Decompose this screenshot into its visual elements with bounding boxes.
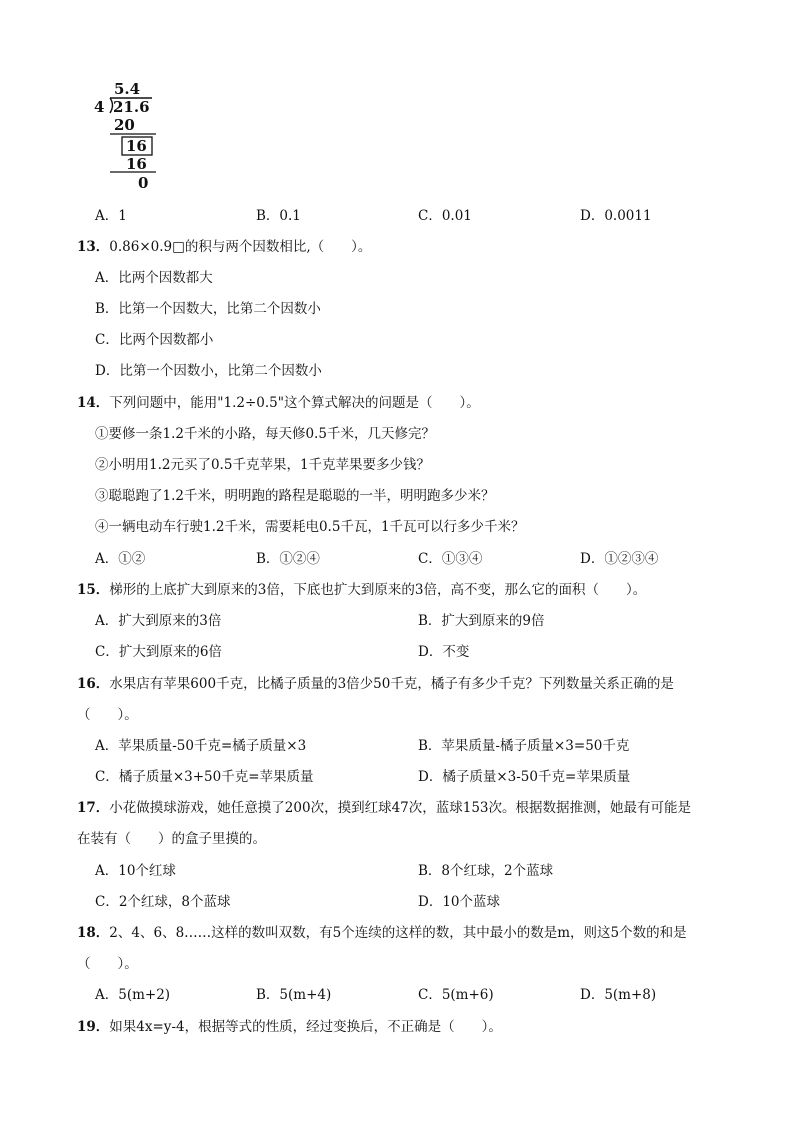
q15-option-c[interactable]: C．扩大到原来的6倍: [95, 644, 222, 660]
q12-option-c[interactable]: C．0.01: [418, 208, 472, 224]
q15-option-b[interactable]: B．扩大到原来的9倍: [418, 613, 545, 629]
q14-option-a[interactable]: A．①②: [95, 551, 146, 567]
q16-stem: [77, 675, 674, 693]
q13-stem: [77, 238, 371, 256]
q16-option-b[interactable]: B．苹果质量-橘子质量×3=50千克: [418, 738, 630, 754]
q17-stem: [77, 799, 691, 817]
q17-number: 17．: [77, 800, 110, 816]
q16-number: 16．: [77, 676, 110, 692]
q19-text: 如果4x=y-4，根据等式的性质，经过变换后，不正确是（ ）。: [109, 1019, 502, 1035]
q18-option-b[interactable]: B．5(m+4): [256, 987, 332, 1003]
q13-text: 0.86×0.9□的积与两个因数相比,（ ）。: [109, 239, 372, 255]
q17-stem-cont: 在装有（ ）的盒子里摸的。: [77, 831, 266, 847]
q17-option-d[interactable]: D．10个蓝球: [418, 894, 501, 910]
division-quotient: 5.4: [114, 80, 141, 98]
q13-option-b[interactable]: B．比第一个因数大，比第二个因数小: [95, 301, 321, 317]
division-step2: 16: [126, 155, 147, 173]
q16-text: 水果店有苹果600千克，比橘子质量的3倍少50千克，橘子有多少千克？下列数量关系正确的是: [109, 676, 674, 692]
q12-option-b[interactable]: B．0.1: [256, 208, 301, 224]
q15-number: 15．: [77, 582, 110, 598]
q18-option-d[interactable]: D．5(m+8): [580, 987, 657, 1003]
q13-option-a[interactable]: A．比两个因数都大: [95, 270, 213, 286]
q19-stem: [77, 1018, 502, 1036]
q14-option-d[interactable]: D．①②③④: [580, 551, 659, 567]
q18-option-a[interactable]: A．5(m+2): [95, 987, 171, 1003]
q13-number: 13．: [77, 239, 110, 255]
division-step1: 20: [114, 116, 135, 134]
q18-stem-cont: （ ）。: [77, 956, 138, 972]
q14-item-1: ①要修一条1.2千米的小路，每天修0.5千米，几天修完？: [95, 426, 435, 442]
q17-option-a[interactable]: A．10个红球: [95, 863, 176, 879]
q12-option-d[interactable]: D．0.0011: [580, 208, 652, 224]
q17-option-b[interactable]: B．8个红球，2个蓝球: [418, 863, 554, 879]
q14-item-4: ④一辆电动车行驶1.2千米，需要耗电0.5千瓦，1千瓦可以行多少千米？: [95, 519, 525, 535]
q14-option-b[interactable]: B．①②④: [256, 551, 320, 567]
q18-number: 18．: [77, 925, 110, 941]
q17-option-c[interactable]: C．2个红球，8个蓝球: [95, 894, 231, 910]
q14-number: 14．: [77, 395, 110, 411]
long-division-figure: [88, 80, 168, 192]
long-division-svg: [88, 80, 168, 192]
q14-stem: [77, 394, 480, 412]
q16-option-a[interactable]: A．苹果质量-50千克=橘子质量×3: [95, 738, 307, 754]
q15-stem: [77, 581, 646, 599]
q19-number: 19．: [77, 1019, 110, 1035]
q14-text: 下列问题中，能用"1.2÷0.5"这个算式解决的问题是（ ）。: [109, 395, 480, 411]
q16-option-d[interactable]: D．橘子质量×3-50千克=苹果质量: [418, 769, 631, 785]
division-divisor: 4: [94, 98, 105, 116]
q13-option-c[interactable]: C．比两个因数都小: [95, 332, 214, 348]
q18-stem: [77, 924, 687, 942]
division-dividend: 21.6: [113, 98, 150, 116]
q17-text: 小花做摸球游戏，她任意摸了200次，摸到红球47次，蓝球153次。根据数据推测，她最有可能是: [109, 800, 692, 816]
q15-option-a[interactable]: A．扩大到原来的3倍: [95, 613, 222, 629]
q18-text: 2、4、6、8……这样的数叫双数，有5个连续的这样的数，其中最小的数是m，则这5个数的和是: [109, 925, 687, 941]
q12-option-a[interactable]: A．1: [95, 208, 127, 224]
q15-text: 梯形的上底扩大到原来的3倍，下底也扩大到原来的3倍，高不变，那么它的面积（ ）。: [109, 582, 647, 598]
q16-option-c[interactable]: C．橘子质量×3+50千克=苹果质量: [95, 769, 314, 785]
division-remainder: 0: [138, 174, 149, 192]
q16-stem-cont: （ ）。: [77, 707, 138, 723]
q15-option-d[interactable]: D．不变: [418, 644, 470, 660]
q14-item-2: ②小明用1.2元买了0.5千克苹果，1千克苹果要多少钱？: [95, 457, 431, 473]
q18-option-c[interactable]: C．5(m+6): [418, 987, 494, 1003]
q13-option-d[interactable]: D．比第一个因数小，比第二个因数小: [95, 363, 322, 379]
q14-option-c[interactable]: C．①③④: [418, 551, 483, 567]
q14-item-3: ③聪聪跑了1.2千米，明明跑的路程是聪聪的一半，明明跑多少米？: [95, 488, 495, 504]
division-boxed: 16: [126, 137, 147, 155]
